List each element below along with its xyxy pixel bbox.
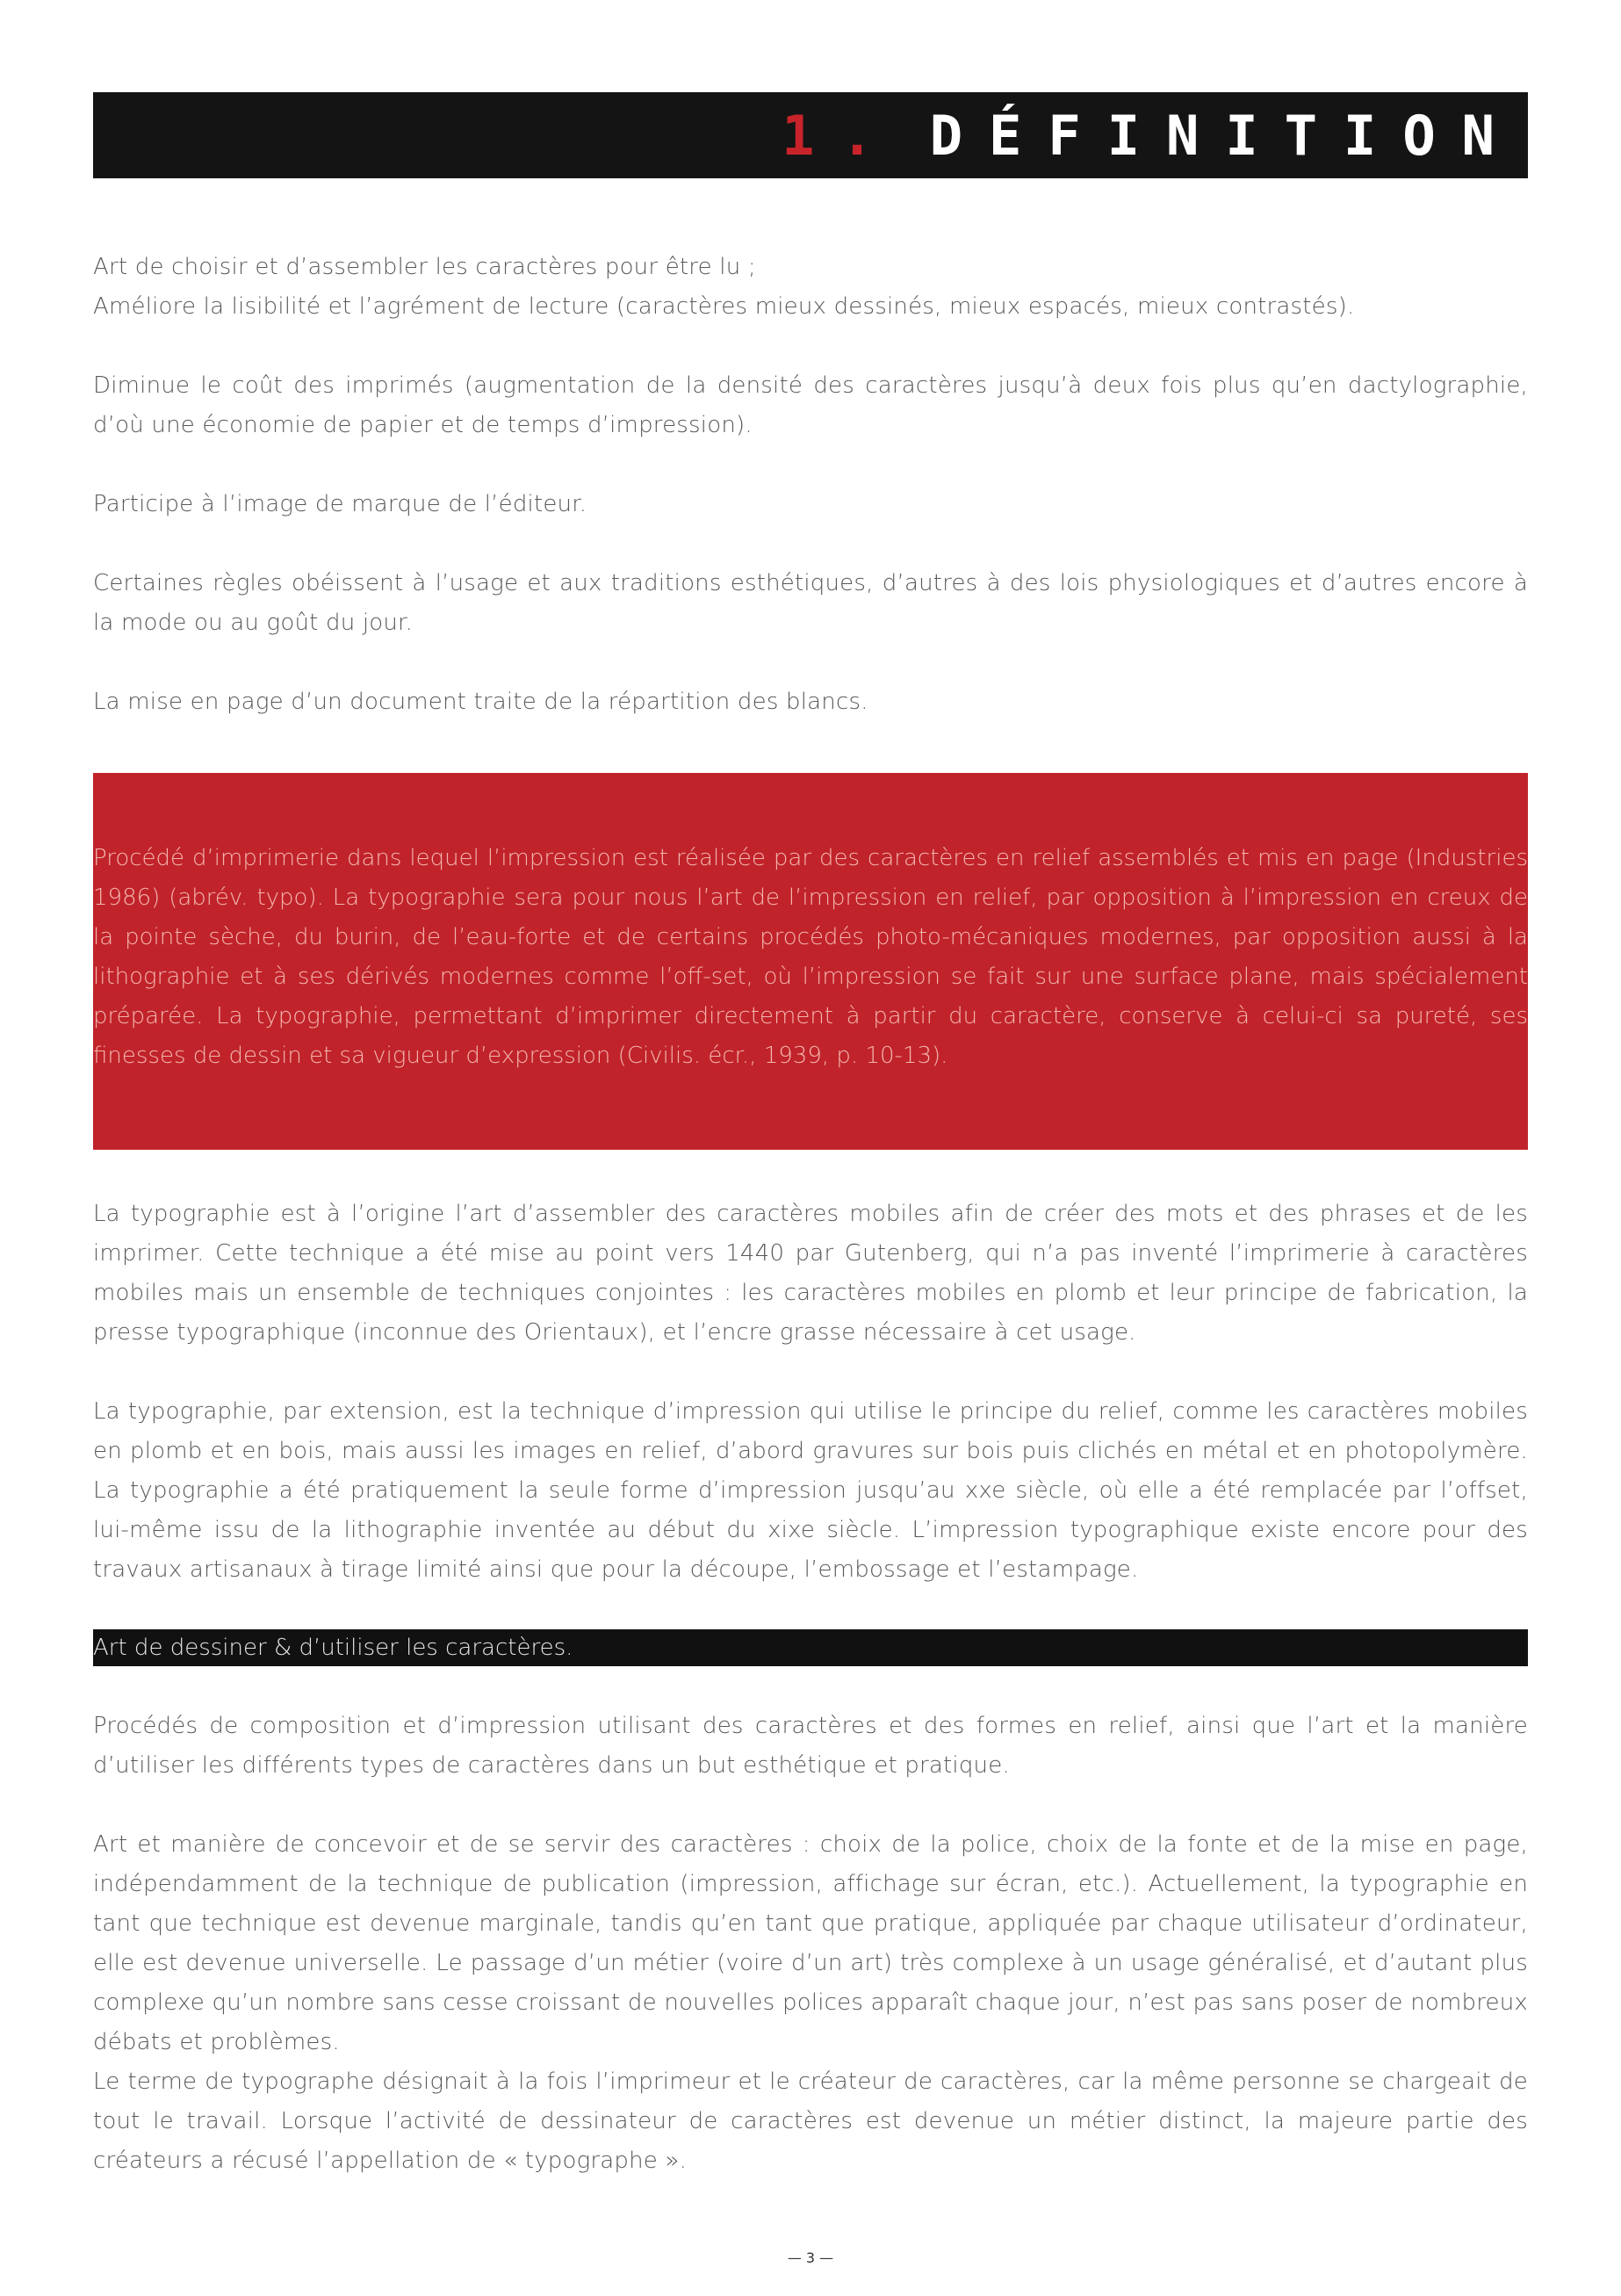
usage-paragraph: Le terme de typographe désignait à la fois l’imprimeur et le créateur de caractères, car la même personne se chargeait de tout le travail. Lorsque l’activité de dessinateur de caractères est devenue un métier distinct, la majeure partie des créateurs a récusé l’appellation de « typographe ». (93, 2069, 1528, 2174)
section-title (782, 97, 1521, 173)
intro-paragraph: Diminue le coût des imprimés (augmentation de la densité des caractères jusqu’à deux fois plus qu’en dactylographie, d’où une économie de papier et de temps d’impression). (93, 372, 1528, 438)
subheading-strip (93, 1629, 1528, 1666)
section-heading: DÉFINITION (929, 103, 1521, 168)
usage-paragraph: Art et manière de concevoir et de se servir des caractères : choix de la police, choix de la fonte et de la mise en page, indépendamment de la technique de publication (impression, affichage sur écran, etc.). Actuellement, la typographie en tant que technique est devenue marginale, tandis qu’en tant que pratique, appliquée par chaque utilisateur d’ordinateur, elle est devenue universelle. Le passage d’un métier (voire d’un art) très complexe à un usage généralisé, et d’autant plus complexe qu’un nombre sans cesse croissant de nouvelles polices apparaît chaque jour, n’est pas sans poser de nombreux débats et problèmes. (93, 1831, 1528, 2055)
page-number: — 3 — (787, 2249, 834, 2266)
intro-paragraph: La mise en page d’un document traite de la répartition des blancs. (93, 689, 868, 715)
history-paragraph: La typographie, par extension, est la technique d’impression qui utilise le principe du relief, comme les caractères mobiles en plomb et en bois, mais aussi les images en relief, d’abord gravures sur bois puis clichés en métal et en photopolymère. La typographie a été pratiquement la seule forme d’impression jusqu’au xxe siècle, où elle a été remplacée par l’offset, lui-même issu de la lithographie inventée au début du xixe siècle. L’impression typographique existe encore pour des travaux artisanaux à tirage limité ainsi que pour la découpe, l’embossage et l’estampage. (93, 1398, 1528, 1583)
intro-paragraph: Certaines règles obéissent à l’usage et aux traditions esthétiques, d’autres à des lois physiologiques et d’autres encore à la mode ou au goût du jour. (93, 570, 1528, 636)
history-block (93, 1195, 1528, 1590)
intro-block (93, 248, 1528, 722)
section-number: 1. (782, 103, 900, 168)
usage-paragraph: Procédés de composition et d’impression utilisant des caractères et des formes en relief, ainsi que l’art et la manière d’utiliser les différents types de caractères dans un but esthétique et pratique. (93, 1713, 1528, 1779)
section-header-bar (93, 92, 1528, 178)
history-paragraph: La typographie est à l’origine l’art d’assembler des caractères mobiles afin de créer des mots et des phrases et de les imprimer. Cette technique a été mise au point vers 1440 par Gutenberg, qui n’a pas inventé l’imprimerie à caractères mobiles mais un ensemble de techniques conjointes : les caractères mobiles en plomb et leur principe de fabrication, la presse typographique (inconnue des Orientaux), et l’encre grasse nécessaire à cet usage. (93, 1201, 1528, 1346)
intro-paragraph: Améliore la lisibilité et l’agrément de lecture (caractères mieux dessinés, mieux espacés, mieux contrastés). (93, 293, 1355, 320)
subheading-text: Art de dessiner & d’utiliser les caractères. (93, 1635, 573, 1661)
usage-block (93, 1707, 1528, 2181)
intro-paragraph: Art de choisir et d’assembler les caractères pour être lu ; (93, 254, 756, 280)
intro-paragraph: Participe à l’image de marque de l’éditeur. (93, 491, 587, 517)
definition-text: Procédé d’imprimerie dans lequel l’impression est réalisée par des caractères en relief assemblés et mis en page (Industries 1986) (abrév. typo). La typographie sera pour nous l’art de l’impression en relief, par opposition à l’impression en creux de la pointe sèche, du burin, de l’eau-forte et de certains procédés photo-mécaniques modernes, par opposition aussi à la lithographie et à ses dérivés modernes comme l’off-set, où l’impression se fait sur une surface plane, mais spécialement préparée. La typographie, permettant d’imprimer directement à partir du caractère, conserve à celui-ci sa pureté, ses finesses de dessin et sa vigueur d’expression (Civilis. écr., 1939, p. 10-13). (93, 845, 1528, 1069)
